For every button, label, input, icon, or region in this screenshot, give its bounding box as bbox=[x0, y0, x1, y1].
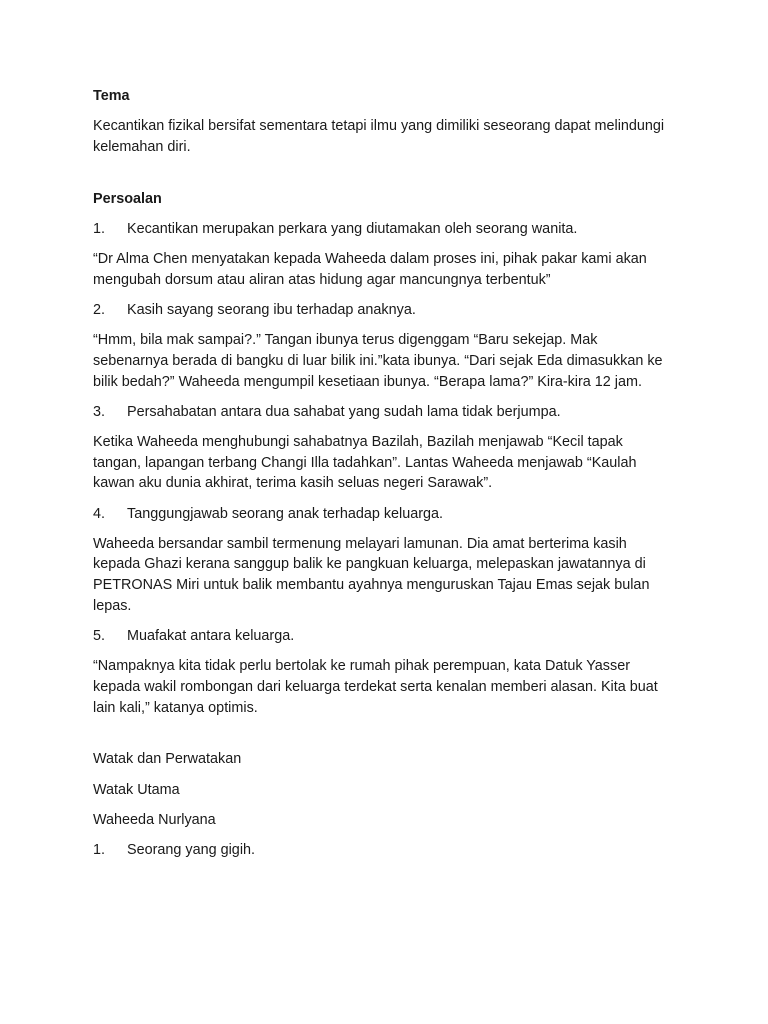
persoalan-item-4 bbox=[93, 504, 668, 525]
item-number: 1. bbox=[93, 841, 106, 858]
item-number: 2. bbox=[93, 301, 106, 318]
persoalan-item-2 bbox=[93, 300, 668, 321]
item-title: Muafakat antara keluarga. bbox=[127, 628, 295, 645]
persoalan-quote-3: Ketika Waheeda menghubungi sahabatnya Bazilah, Bazilah menjawab “Kecil tapak tangan, lapangan terbang Changi Illa tadahkan”. Lantas Waheeda menjawab “Kaulah kawan aku dunia akhirat, terima kasih seluas negeri Sarawak”. bbox=[93, 433, 637, 492]
persoalan-quote-4: Waheeda bersandar sambil termenung melayari lamunan. Dia amat berterima kasih kepada Ghazi kerana sanggup balik ke pangkuan keluarga, melepaskan jawatannya di PETRONAS Miri untuk balik membantu ayahnya menguruskan Tajau Emas sejak bulan lepas. bbox=[93, 535, 650, 614]
item-title: Tanggungjawab seorang anak terhadap keluarga. bbox=[127, 505, 444, 522]
item-number: 3. bbox=[93, 403, 106, 420]
item-title: Kasih sayang seorang ibu terhadap anaknya. bbox=[127, 301, 416, 318]
tema-text: Kecantikan fizikal bersifat sementara tetapi ilmu yang dimiliki seseorang dapat melindungi kelemahan diri. bbox=[93, 118, 665, 155]
item-title: Persahabatan antara dua sahabat yang sudah lama tidak berjumpa. bbox=[127, 403, 561, 420]
watak-subheading: Watak Utama bbox=[93, 781, 180, 798]
item-number: 1. bbox=[93, 220, 106, 237]
item-text: Seorang yang gigih. bbox=[127, 841, 256, 858]
tema-heading: Tema bbox=[93, 88, 130, 104]
persoalan-quote-2: “Hmm, bila mak sampai?.” Tangan ibunya terus digenggam “Baru sekejap. Mak sebenarnya berada di bangku di luar bilik ini.”kata ibunya. “Dari sejak Eda dimasukkan ke bilik bedah?” Waheeda mengumpil kesetiaan ibunya. “Berapa lama?” Kira-kira 12 jam. bbox=[93, 332, 663, 390]
persoalan-quote-5: “Nampaknya kita tidak perlu bertolak ke rumah pihak perempuan, kata Datuk Yasser kepada wakil rombongan dari keluarga terdekat serta kenalan memberi alasan. Kita buat lain kali,” katanya optimis. bbox=[93, 658, 658, 716]
watak-item-1 bbox=[93, 840, 668, 861]
persoalan-item-1 bbox=[93, 219, 668, 240]
persoalan-item-3 bbox=[93, 402, 668, 423]
watak-name: Waheeda Nurlyana bbox=[93, 811, 216, 828]
persoalan-heading: Persoalan bbox=[93, 190, 162, 207]
item-number: 4. bbox=[93, 505, 106, 522]
watak-heading: Watak dan Perwatakan bbox=[93, 751, 242, 768]
item-title: Kecantikan merupakan perkara yang diutamakan oleh seorang wanita. bbox=[127, 220, 578, 237]
item-number: 5. bbox=[93, 628, 106, 645]
persoalan-quote-1: “Dr Alma Chen menyatakan kepada Waheeda dalam proses ini, pihak pakar kami akan mengubah dorsum atau aliran atas hidung agar mancungnya terbentuk” bbox=[93, 251, 647, 288]
persoalan-item-5 bbox=[93, 626, 668, 647]
